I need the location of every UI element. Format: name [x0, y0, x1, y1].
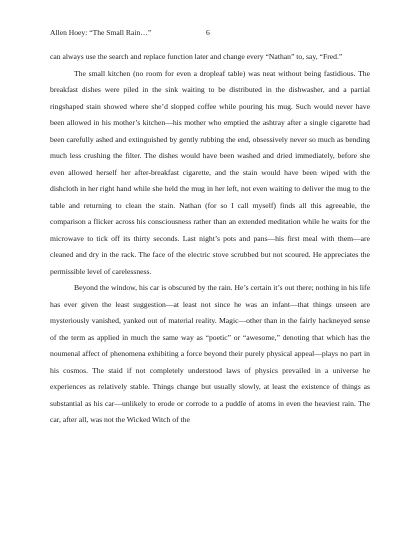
page-number: 6 — [206, 28, 210, 37]
body-text — [50, 49, 370, 429]
header-author-title: Allen Hoey: “The Small Rain…” — [50, 28, 152, 37]
paragraph-kitchen: The small kitchen (no room for even a dropleaf table) was neat without being fastidious. The breakfast dishes were piled in the sink waiting to be distributed in the dishwasher, and a partial ringshaped stain showed where she’d slopped coffee while pouring his mug. Such would never have been allowed in his mother’s kitchen—his mother who emptied the ashtray after a single cigarette had been carefully ashed and extinguished by gently rubbing the end, obsessively never so much as bending much less crushing the filter. The dishes would have been washed and dried immediately, before she even allowed herself her after-breakfast cigarette, and the stain would have been wiped with the dishcloth in her right hand while she held the mug in her left, not even waiting to deliver the mug to the table and returning to clean the stain. Nathan (for so I call myself) finds all this agreeable, the comparison a flicker across his consciousness rather than an extended meditation while he waits for the microwave to tick off its thirty seconds. Last night’s pots and pans—his first meal with them—are cleaned and dry in the rack. The face of the electric stove scrubbed but not scoured. He appreciates the permissible level of carelessness. — [50, 68, 370, 276]
running-header — [50, 27, 370, 39]
paragraph-continued: can always use the search and replace function later and change every “Nathan” to, say, “Fred.” — [50, 52, 343, 61]
paragraph-window: Beyond the window, his car is obscured by the rain. He’s certain it’s out there; nothing in his life has ever given the least suggestion—at least not since he was an infant—that things unseen are mysteriously vanished, yanked out of material reality. Magic—other than in the fairly hackneyed sense of the term as applied in much the same way as “poetic” or “awesome,” denoting that which has the noumenal affect of phenomena exhibiting a force beyond their purely physical appeal—plays no part in his cosmos. The staid if not completely understood laws of physics prevailed in a universe he experiences as relatively stable. Things change but usually slowly, at least the existence of things as substantial as his car—unlikely to erode or corrode to a puddle of atoms in even the heaviest rain. The car, after all, was not the Wicked Witch of the — [50, 283, 370, 424]
